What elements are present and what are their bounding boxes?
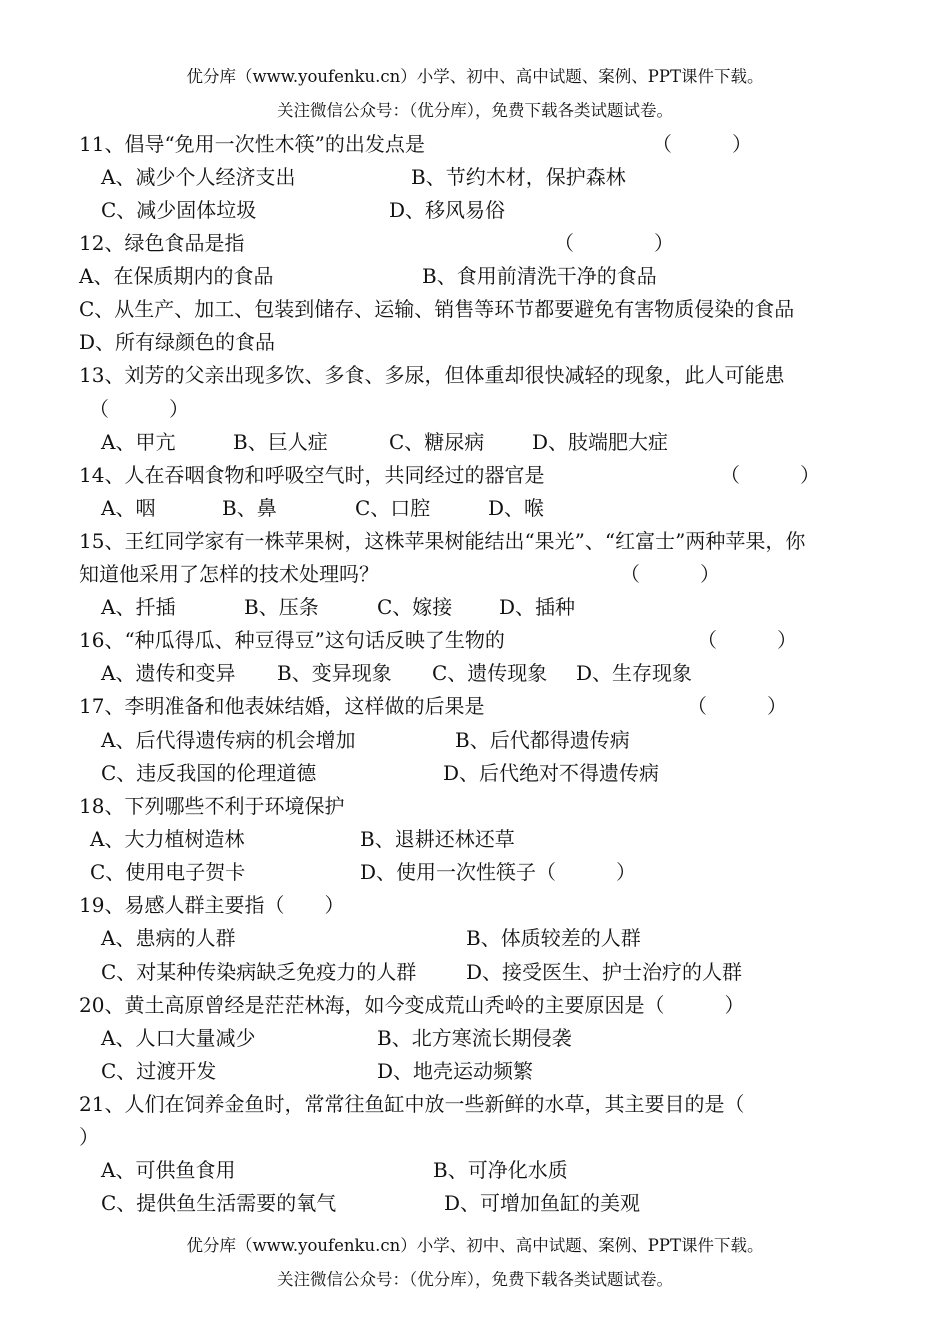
- answer-paren: （ ）: [620, 562, 720, 586]
- option: A、咽: [101, 496, 156, 520]
- header-line-1: 优分库（www.youfenku.cn）小学、初中、高中试题、案例、PPT课件下载。: [186, 67, 764, 86]
- option: C、嫁接: [377, 595, 453, 619]
- option: A、遗传和变异: [101, 661, 236, 685]
- option: A、甲亢: [101, 430, 176, 454]
- option: A、后代得遗传病的机会增加: [101, 728, 356, 752]
- option: B、变异现象: [277, 661, 392, 685]
- option: D、所有绿颜色的食品: [79, 330, 276, 354]
- option: C、从生产、加工、包装到储存、运输、销售等环节都要避免有害物质侵染的食品: [79, 297, 795, 321]
- option: B、可净化水质: [433, 1158, 568, 1182]
- option: A、减少个人经济支出: [101, 165, 296, 189]
- option: B、食用前清洗干净的食品: [422, 264, 657, 288]
- header-line-2: 关注微信公众号：（优分库），免费下载各类试题试卷。: [277, 101, 673, 120]
- question-stem-continued: 知道他采用了怎样的技术处理吗？: [79, 562, 379, 586]
- answer-paren: （ ）: [89, 397, 189, 421]
- question-stem: 19、易感人群主要指（ ）: [79, 893, 345, 917]
- option: D、生存现象: [576, 661, 693, 685]
- question-stem: 16、“种瓜得瓜、种豆得豆”这句话反映了生物的: [79, 628, 505, 652]
- option: C、使用电子贺卡: [90, 860, 246, 884]
- question-stem: 15、王红同学家有一株苹果树，这株苹果树能结出“果光”、“红富士”两种苹果，你: [79, 529, 806, 553]
- option: D、可增加鱼缸的美观: [444, 1191, 641, 1215]
- question-stem: 12、绿色食品是指: [79, 231, 245, 255]
- footer-line-2: 关注微信公众号：（优分库），免费下载各类试题试卷。: [277, 1270, 673, 1289]
- option: D、使用一次性筷子（ ）: [360, 860, 637, 884]
- option: C、遗传现象: [432, 661, 548, 685]
- option: B、节约木材，保护森林: [411, 165, 626, 189]
- option: A、大力植树造林: [90, 827, 245, 851]
- option: D、喉: [488, 496, 545, 520]
- answer-paren: （ ）: [697, 628, 797, 652]
- question-stem: 18、下列哪些不利于环境保护: [79, 794, 345, 818]
- option: A、人口大量减少: [101, 1026, 256, 1050]
- answer-paren: （ ）: [652, 132, 752, 156]
- option: D、接受医生、护士治疗的人群: [466, 960, 743, 984]
- footer-line-1: 优分库（www.youfenku.cn）小学、初中、高中试题、案例、PPT课件下载。: [186, 1236, 764, 1255]
- option: B、后代都得遗传病: [455, 728, 630, 752]
- option: D、地壳运动频繁: [377, 1059, 534, 1083]
- option: A、扦插: [101, 595, 176, 619]
- answer-paren: （ ）: [554, 231, 674, 255]
- question-stem-continued: ）: [79, 1125, 99, 1149]
- option: D、后代绝对不得遗传病: [443, 761, 660, 785]
- option: B、巨人症: [233, 430, 328, 454]
- option: B、鼻: [222, 496, 277, 520]
- option: C、口腔: [355, 496, 431, 520]
- option: C、过渡开发: [101, 1059, 217, 1083]
- option: A、在保质期内的食品: [79, 264, 274, 288]
- question-stem: 13、刘芳的父亲出现多饮、多食、多尿，但体重却很快减轻的现象，此人可能患: [79, 363, 785, 387]
- question-stem: 17、李明准备和他表妹结婚，这样做的后果是: [79, 694, 485, 718]
- option: B、压条: [244, 595, 319, 619]
- option: D、插种: [499, 595, 576, 619]
- option: D、肢端肥大症: [532, 430, 669, 454]
- question-stem: 20、黄土高原曾经是茫茫林海，如今变成荒山秃岭的主要原因是（ ）: [79, 993, 745, 1017]
- option: B、北方寒流长期侵袭: [377, 1026, 572, 1050]
- question-stem: 14、人在吞咽食物和呼吸空气时，共同经过的器官是: [79, 463, 545, 487]
- question-stem: 11、倡导“免用一次性木筷”的出发点是: [79, 132, 425, 156]
- answer-paren: （ ）: [687, 694, 787, 718]
- option: B、退耕还林还草: [360, 827, 515, 851]
- option: C、减少固体垃圾: [101, 198, 257, 222]
- option: C、违反我国的伦理道德: [101, 761, 317, 785]
- option: C、糖尿病: [389, 430, 485, 454]
- option: B、体质较差的人群: [466, 926, 641, 950]
- option: C、提供鱼生活需要的氧气: [101, 1191, 337, 1215]
- answer-paren: （ ）: [720, 463, 820, 487]
- option: A、患病的人群: [101, 926, 236, 950]
- option: A、可供鱼食用: [101, 1158, 236, 1182]
- question-stem: 21、人们在饲养金鱼时，常常往鱼缸中放一些新鲜的水草，其主要目的是（: [79, 1092, 745, 1116]
- option: C、对某种传染病缺乏免疫力的人群: [101, 960, 417, 984]
- option: D、移风易俗: [389, 198, 506, 222]
